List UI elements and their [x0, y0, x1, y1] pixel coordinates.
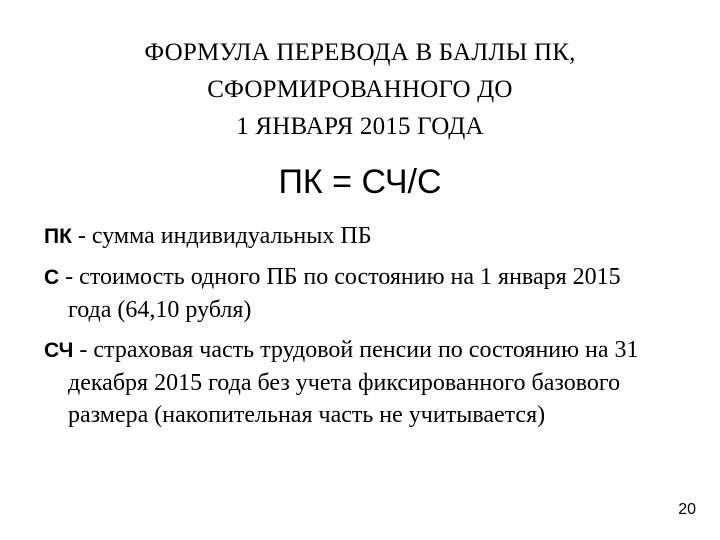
- slide-title: [0, 34, 720, 145]
- definitions-list: [44, 220, 664, 439]
- formula: ПК = СЧ/С: [278, 163, 442, 201]
- title-line-3: 1 ЯНВАРЯ 2015 ГОДА: [236, 113, 484, 140]
- definition-c: [44, 261, 664, 326]
- term-pk: ПК: [44, 225, 72, 248]
- definition-sch: [44, 334, 664, 431]
- title-line-2: СФОРМИРОВАННОГО ДО: [207, 76, 513, 103]
- term-sch: СЧ: [44, 339, 74, 362]
- page-number: 20: [678, 501, 696, 518]
- term-c: С: [44, 266, 60, 289]
- definition-pk-text: - сумма индивидуальных ПБ: [71, 223, 372, 249]
- title-line-1: ФОРМУЛА ПЕРЕВОДА В БАЛЛЫ ПК,: [144, 39, 576, 66]
- definition-pk: [44, 220, 664, 253]
- definition-c-text: - стоимость одного ПБ по состоянию на 1 января 2015 года (64,10 рубля): [59, 264, 621, 323]
- definition-sch-text: - страховая часть трудовой пенсии по состоянию на 31 декабря 2015 года без учета фиксированного базового размера (накопительная часть не учитывается): [68, 337, 639, 428]
